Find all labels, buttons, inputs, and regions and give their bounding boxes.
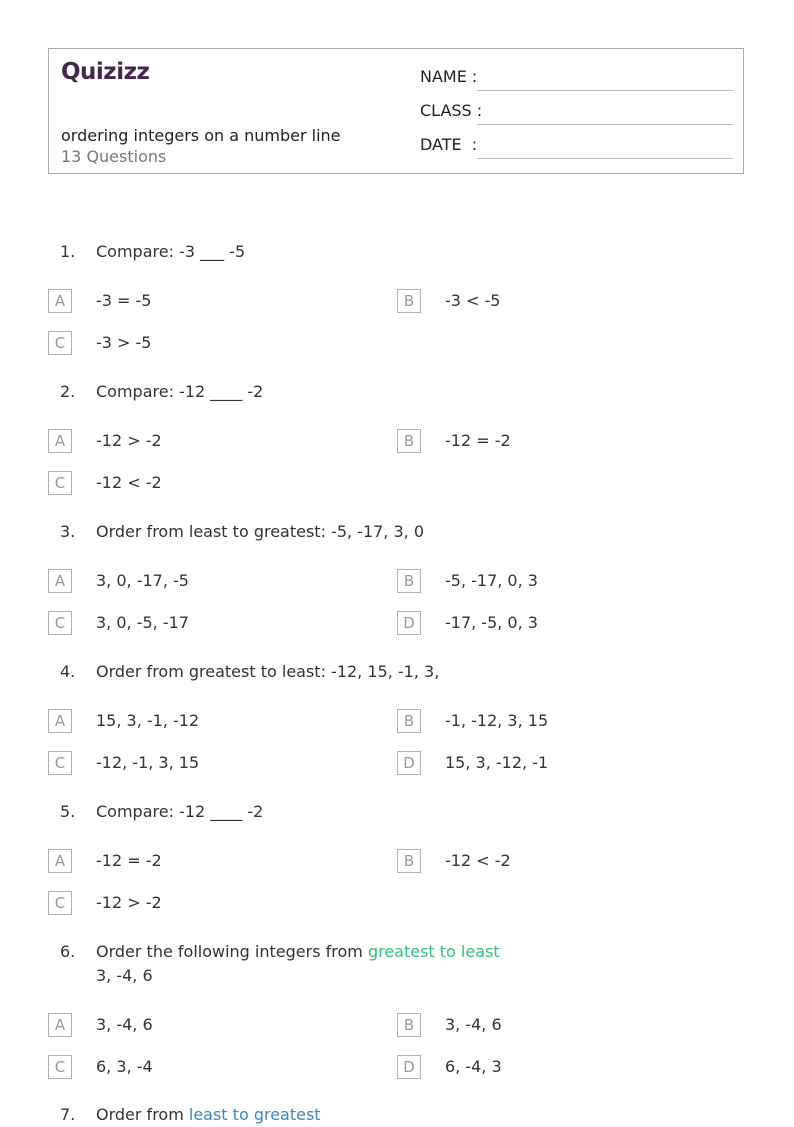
option-text: -3 = -5 [96, 291, 152, 310]
option-text: 6, 3, -4 [96, 1057, 153, 1076]
option-text: -12 < -2 [445, 851, 511, 870]
question-count: 13 Questions [61, 147, 167, 166]
worksheet-header [48, 48, 744, 174]
option-text: -5, -17, 0, 3 [445, 571, 538, 590]
option-text: -12 > -2 [96, 431, 162, 450]
option-text: 3, 0, -5, -17 [96, 613, 189, 632]
question-number: 7. [60, 1105, 76, 1124]
option-letter: D [397, 1055, 421, 1079]
name-field[interactable] [420, 67, 733, 91]
class-field[interactable] [420, 101, 733, 125]
option-letter: A [48, 1013, 72, 1037]
option-letter: C [48, 331, 72, 355]
question-text: Order from greatest to least: -12, 15, -1, 3, [96, 662, 440, 681]
option-text: -17, -5, 0, 3 [445, 613, 538, 632]
option-text: -12 < -2 [96, 473, 162, 492]
option-letter: B [397, 849, 421, 873]
date-field[interactable] [420, 135, 733, 159]
option-letter: D [397, 611, 421, 635]
question-text-prefix: Order from [96, 1105, 189, 1124]
option-text: -12 = -2 [96, 851, 162, 870]
question-number: 1. [60, 242, 76, 261]
option-letter: C [48, 1055, 72, 1079]
date-line [477, 158, 733, 159]
option-letter: B [397, 569, 421, 593]
option-text: -12 = -2 [445, 431, 511, 450]
question-text: Compare: -3 ___ -5 [96, 242, 246, 261]
date-label: DATE : [420, 135, 478, 154]
option-letter: D [397, 751, 421, 775]
option-text: -3 < -5 [445, 291, 501, 310]
class-label: CLASS : [420, 101, 483, 120]
question-number: 3. [60, 522, 76, 541]
question-text-prefix: Order the following integers from [96, 942, 368, 961]
option-letter: B [397, 429, 421, 453]
question-number: 6. [60, 942, 76, 961]
quizizz-logo: Quizizz [61, 59, 150, 85]
option-text: 15, 3, -1, -12 [96, 711, 200, 730]
option-letter: A [48, 289, 72, 313]
question-text-line2: 3, -4, 6 [96, 966, 153, 985]
highlight-text: least to greatest [188, 1105, 321, 1124]
question-text [96, 940, 500, 964]
option-letter: C [48, 471, 72, 495]
worksheet-title: ordering integers on a number line [61, 126, 341, 145]
option-text: -12 > -2 [96, 893, 162, 912]
question-number: 2. [60, 382, 76, 401]
option-text: 3, 0, -17, -5 [96, 571, 189, 590]
class-line [477, 124, 733, 125]
option-letter: A [48, 849, 72, 873]
question-text [96, 1103, 321, 1127]
question-text: Compare: -12 ____ -2 [96, 802, 264, 821]
option-letter: C [48, 751, 72, 775]
option-letter: A [48, 569, 72, 593]
option-text: 6, -4, 3 [445, 1057, 502, 1076]
option-text: 3, -4, 6 [96, 1015, 153, 1034]
option-text: 3, -4, 6 [445, 1015, 502, 1034]
option-letter: C [48, 891, 72, 915]
option-text: -12, -1, 3, 15 [96, 753, 200, 772]
highlight-text: greatest to least [367, 942, 500, 961]
name-label: NAME : [420, 67, 478, 86]
option-text: -1, -12, 3, 15 [445, 711, 549, 730]
option-text: -3 > -5 [96, 333, 152, 352]
option-letter: C [48, 611, 72, 635]
option-letter: B [397, 709, 421, 733]
option-letter: A [48, 429, 72, 453]
question-number: 4. [60, 662, 76, 681]
question-text: Order from least to greatest: -5, -17, 3, 0 [96, 522, 425, 541]
question-number: 5. [60, 802, 76, 821]
option-letter: A [48, 709, 72, 733]
option-letter: B [397, 289, 421, 313]
option-letter: B [397, 1013, 421, 1037]
option-text: 15, 3, -12, -1 [445, 753, 549, 772]
question-text: Compare: -12 ____ -2 [96, 382, 264, 401]
name-line [477, 90, 733, 91]
